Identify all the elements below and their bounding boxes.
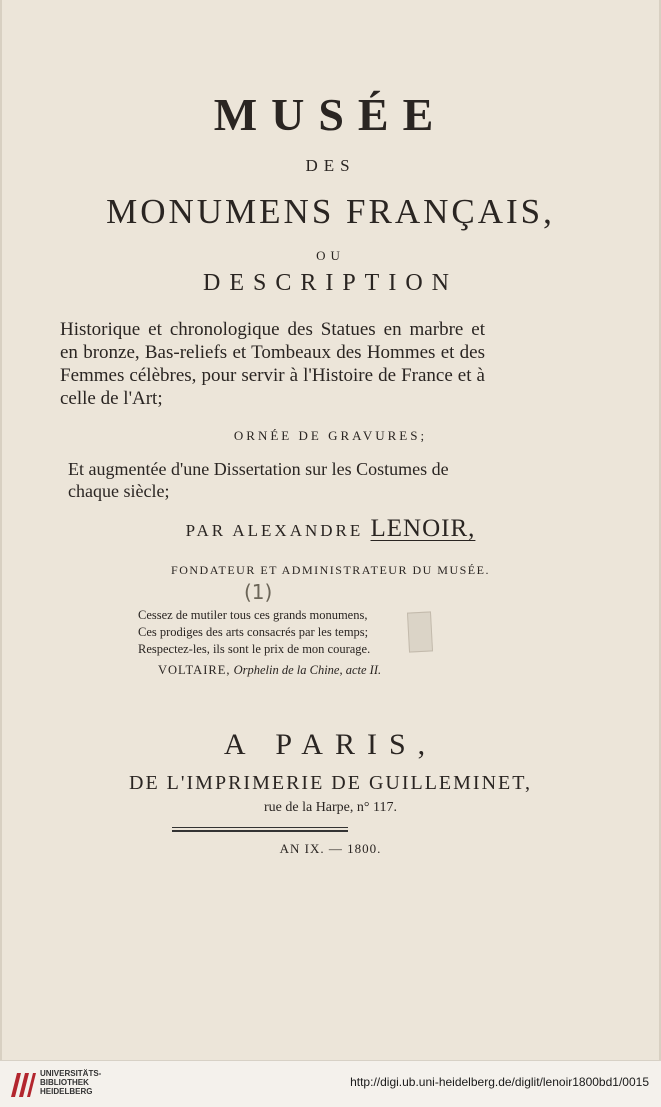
logo-line-2: BIBLIOTHEK: [40, 1078, 89, 1087]
author-name: LENOIR,: [370, 515, 476, 542]
imprint-address: rue de la Harpe, n° 117.: [264, 800, 397, 815]
augmentee-line-1: Et augmentée d'une Dissertation sur les Costumes de: [68, 459, 449, 479]
rule-bottom: [172, 830, 348, 832]
augmentee-line-2: chaque siècle;: [68, 481, 170, 501]
title-des: DES: [305, 156, 356, 175]
library-stamp: [407, 611, 433, 652]
rule-top: [172, 827, 348, 828]
epigraph: [138, 607, 438, 658]
epigraph-line-3: Respectez-les, ils sont le prix de mon courage.: [138, 642, 371, 656]
subtitle-paragraph: Historique et chronologique des Statues en marbre et en bronze, Bas-reliefs et Tombeaux des Hommes et des Femmes célèbres, pour servir à l'Histoire de France et à celle de l'Art;: [60, 319, 485, 409]
imprint-printer: DE L'IMPRIMERIE DE GUILLEMINET,: [129, 772, 532, 794]
epigraph-line-2: Ces prodiges des arts consacrés par les temps;: [138, 625, 369, 639]
logo-line-3: HEIDELBERG: [40, 1087, 93, 1096]
title-ou: OU: [316, 248, 345, 263]
title-musee: MUSÉE: [213, 89, 448, 140]
attribution-work: Orphelin de la Chine, acte II.: [233, 663, 382, 677]
title-description: DESCRIPTION: [202, 270, 458, 296]
author-line: [0, 515, 661, 543]
imprint-city: A PARIS,: [223, 728, 438, 761]
university-logo-text: [40, 1069, 101, 1096]
viewer-footer: [0, 1060, 661, 1107]
title-monumens: MONUMENS FRANÇAIS,: [106, 192, 555, 231]
epigraph-line-1: Cessez de mutiler tous ces grands monumens,: [138, 608, 368, 622]
attribution-name: VOLTAIRE,: [158, 663, 231, 677]
fondateur-line: FONDATEUR ET ADMINISTRATEUR DU MUSÉE.: [171, 563, 490, 577]
imprint-date: AN IX. — 1800.: [279, 841, 382, 856]
ornee-line: ORNÉE DE GRAVURES;: [233, 428, 428, 443]
epigraph-attribution: [158, 662, 458, 679]
pencil-annotation: (1): [244, 580, 273, 604]
author-prefix: PAR ALEXANDRE: [185, 521, 364, 540]
permalink-url[interactable]: http://digi.ub.uni-heidelberg.de/diglit/lenoir1800bd1/0015: [350, 1075, 649, 1089]
university-logo-icon: [9, 1067, 37, 1101]
augmentee-paragraph: [68, 458, 458, 502]
logo-line-1: UNIVERSITÄTS-: [40, 1069, 102, 1078]
